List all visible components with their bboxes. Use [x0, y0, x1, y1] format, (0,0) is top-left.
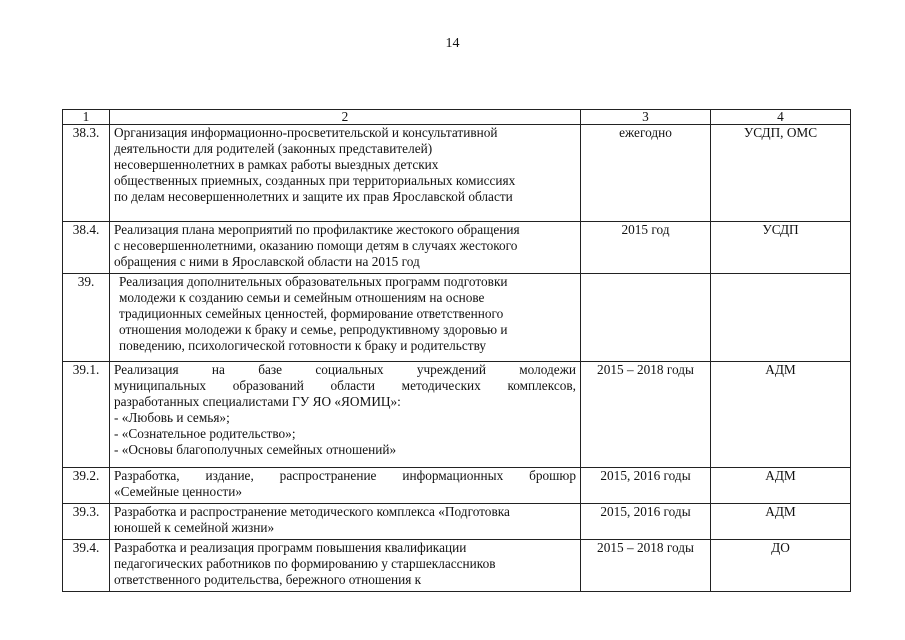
description-line: Разработка, издание, распространение информационных брошюр — [114, 468, 576, 483]
table-row — [63, 125, 851, 222]
table-row — [63, 362, 851, 468]
description-line: молодежи к созданию семьи и семейным отношениям на основе — [119, 290, 485, 305]
table-row — [63, 540, 851, 592]
item-term: 2015 – 2018 годы — [581, 362, 711, 468]
item-term: 2015, 2016 годы — [581, 504, 711, 540]
item-number: 39.3. — [63, 504, 110, 540]
item-executor: АДМ — [711, 468, 851, 504]
measures-table — [62, 109, 851, 592]
item-number: 39.2. — [63, 468, 110, 504]
table-row — [63, 504, 851, 540]
description-line: отношения молодежи к браку и семье, репродуктивному здоровью и — [119, 322, 508, 337]
description-line: Реализация дополнительных образовательных программ подготовки — [119, 274, 508, 289]
description-line: «Семейные ценности» — [114, 484, 242, 499]
item-description — [110, 274, 581, 362]
description-line: Разработка и распространение методического комплекса «Подготовка — [114, 504, 510, 519]
description-line: ответственного родительства, бережного отношения к — [114, 572, 422, 587]
description-line: Разработка и реализация программ повышения квалификации — [114, 540, 467, 555]
table-row — [63, 274, 851, 362]
item-description — [110, 504, 581, 540]
item-number: 38.4. — [63, 222, 110, 274]
item-executor: АДМ — [711, 362, 851, 468]
table-row — [63, 468, 851, 504]
item-number: 39. — [63, 274, 110, 362]
item-executor: АДМ — [711, 504, 851, 540]
description-line: - «Основы благополучных семейных отношений» — [114, 442, 397, 457]
item-number: 38.3. — [63, 125, 110, 222]
description-line: Реализация на базе социальных учреждений молодежи — [114, 362, 576, 377]
item-executor: УСДП, ОМС — [711, 125, 851, 222]
description-line: обращения с ними в Ярославской области на 2015 год — [114, 254, 420, 269]
description-line: Реализация плана мероприятий по профилактике жестокого обращения — [114, 222, 520, 237]
item-description — [110, 362, 581, 468]
item-description — [110, 125, 581, 222]
header-col-3: 3 — [581, 110, 711, 125]
header-col-4: 4 — [711, 110, 851, 125]
description-line: традиционных семейных ценностей, формирование ответственного — [119, 306, 504, 321]
item-executor: ДО — [711, 540, 851, 592]
item-term: 2015 год — [581, 222, 711, 274]
item-description — [110, 468, 581, 504]
item-number: 39.4. — [63, 540, 110, 592]
description-line: муниципальных образований области методических комплексов, — [114, 378, 576, 393]
description-line: несовершеннолетних в рамках работы выездных детских — [114, 157, 439, 172]
description-line: педагогических работников по формированию у старшеклассников — [114, 556, 496, 571]
description-line: - «Любовь и семья»; — [114, 410, 230, 425]
description-line: с несовершеннолетними, оказанию помощи детям в случаях жестокого — [114, 238, 518, 253]
description-line: поведению, психологической готовности к браку и родительству — [119, 338, 487, 353]
item-executor — [711, 274, 851, 362]
description-line: Организация информационно-просветительской и консультативной — [114, 125, 498, 140]
item-description — [110, 222, 581, 274]
item-term — [581, 274, 711, 362]
header-col-1: 1 — [63, 110, 110, 125]
description-line: по делам несовершеннолетних и защите их прав Ярославской области — [114, 189, 513, 204]
description-line: разработанных специалистами ГУ ЯО «ЯОМИЦ»: — [114, 394, 401, 409]
description-line: деятельности для родителей (законных представителей) — [114, 141, 433, 156]
header-col-2: 2 — [110, 110, 581, 125]
description-line: юношей к семейной жизни» — [114, 520, 275, 535]
page-number: 14 — [445, 36, 460, 51]
item-term: 2015 – 2018 годы — [581, 540, 711, 592]
table-row — [63, 222, 851, 274]
description-line: общественных приемных, созданных при территориальных комиссиях — [114, 173, 516, 188]
item-executor: УСДП — [711, 222, 851, 274]
item-number: 39.1. — [63, 362, 110, 468]
table-header-row — [63, 110, 851, 125]
description-line: - «Сознательное родительство»; — [114, 426, 296, 441]
item-description — [110, 540, 581, 592]
item-term: ежегодно — [581, 125, 711, 222]
item-term: 2015, 2016 годы — [581, 468, 711, 504]
